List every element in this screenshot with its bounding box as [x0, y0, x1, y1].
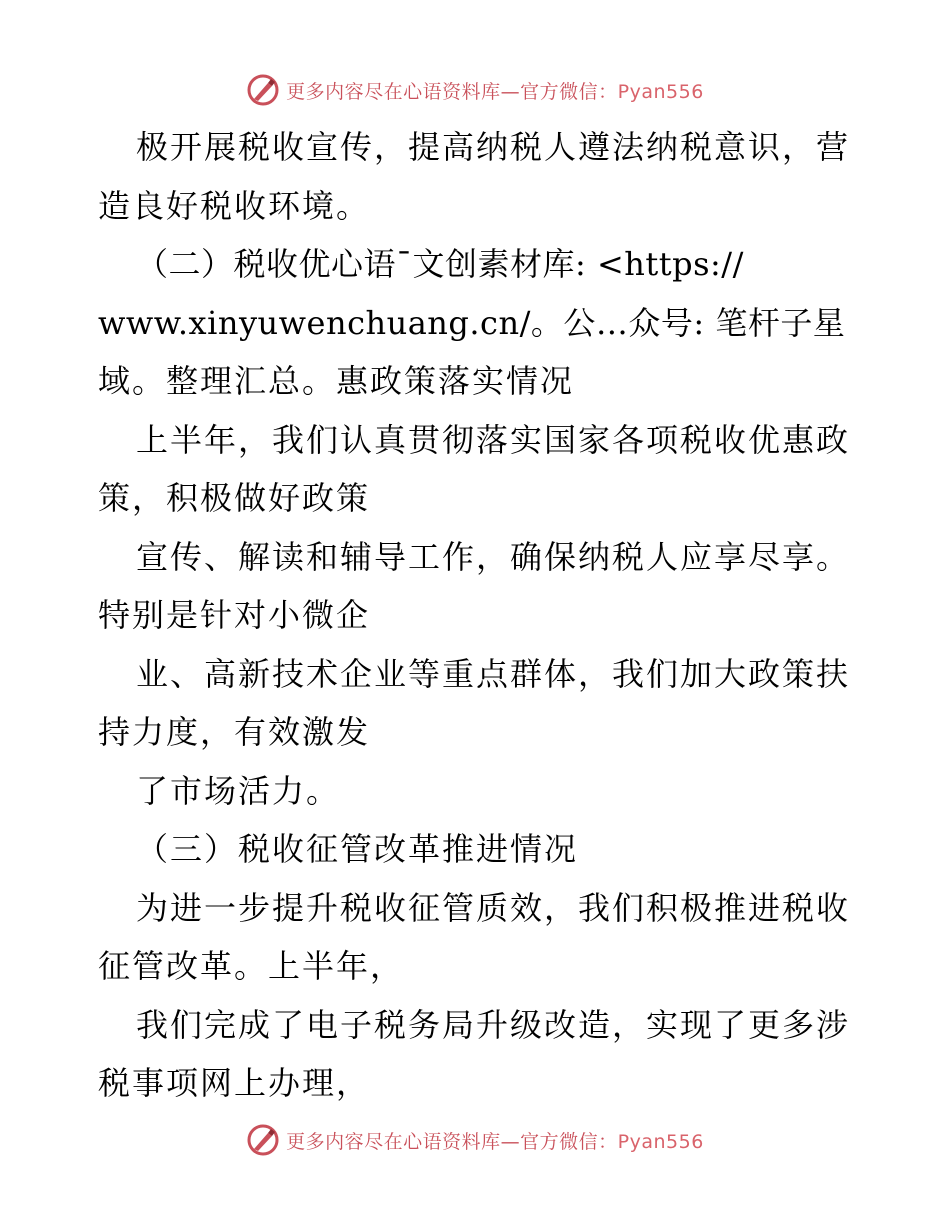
body-line: 了市场活力。 [136, 771, 341, 810]
body-line: 特别是针对小微企 [98, 596, 371, 634]
body-line: 造良好税收环境。 [98, 186, 371, 225]
body-line: 宣传、解读和辅导工作，确保纳税人应享尽享。 [136, 537, 851, 576]
footer-wechat-account: Pyan556 [617, 1130, 704, 1153]
body-line: 为进一步提升税收征管质效，我们积极推进税收 [136, 888, 851, 927]
header-watermark-text [286, 77, 704, 104]
body-line: 极开展税收宣传，提高纳税人遵法纳税意识，营 [136, 128, 851, 166]
body-line: 税事项网上办理， [98, 1064, 371, 1102]
footer-watermark-banner [0, 1120, 950, 1160]
body-line: （二）税收优心语¯文创素材库: <https:// [136, 245, 744, 283]
body-line: 我们完成了电子税务局升级改造，实现了更多涉 [136, 1005, 851, 1044]
header-watermark-banner [0, 70, 950, 110]
document-body [98, 118, 858, 1113]
body-line: 持力度，有效激发 [98, 713, 371, 751]
body-line: 策，积极做好政策 [98, 479, 371, 517]
footer-watermark-label: 更多内容尽在心语资料库—官方微信： [286, 1130, 618, 1153]
section-heading: （三）税收征管改革推进情况 [136, 830, 579, 868]
body-line: 业、高新技术企业等重点群体，我们加大政策扶 [136, 654, 851, 693]
header-wechat-account: Pyan556 [617, 80, 704, 103]
pen-logo-icon [246, 73, 280, 107]
header-watermark-label: 更多内容尽在心语资料库—官方微信： [286, 80, 618, 103]
body-line: 征管改革。上半年， [98, 947, 405, 985]
body-line: www.xinyuwenchuang.cn/。公…众号: 笔杆子星 [98, 303, 846, 342]
body-line: 上半年，我们认真贯彻落实国家各项税收优惠政 [136, 420, 851, 459]
pen-logo-icon [246, 1123, 280, 1157]
body-line: 域。整理汇总。惠政策落实情况 [98, 362, 575, 400]
footer-watermark-text [286, 1127, 704, 1154]
